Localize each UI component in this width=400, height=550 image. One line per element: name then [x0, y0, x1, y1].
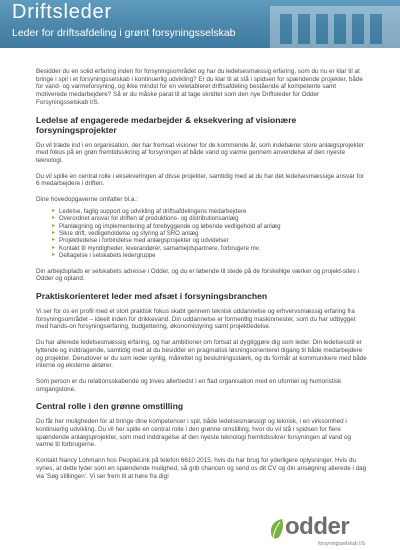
leaf-icon [268, 517, 286, 541]
list-item: ▸ Kontakt til myndigheder, leverandører, samarbejdspartnere, forbrugere mv. [52, 244, 261, 252]
list-item: ▸ Sikre drift, vedligeholdelse og styring af SRO anlæg [52, 229, 199, 237]
task-list [52, 208, 368, 260]
bullet-icon: ▸ [52, 215, 56, 222]
paragraph: Du vil spille en central rolle i eksekveringen af disse projekter, samtidig med at du har det ledelsesmæssige ansvar for 6 medarbejdere i driften. [36, 172, 364, 188]
list-item: ▸ Overordnet ansvar for driften af produktions- og distributionsanlæg [52, 215, 239, 223]
job-ad-body [36, 68, 368, 488]
paragraph: Du har allerede ledelsesmæssig erfaring, og har ambitioner om fortsat at dygtiggøre dig som leder. Din ledelsesstil er lyttende og inddragende, samtidig med at du besidder en pragmatisk løsningsorienteret tilgang til både medarbejdere og projekter. Derudover er du som leder synlig, målrettet og beslutningsstærk, og du formår at kommunikere med både interne og eksterne aktører. [36, 339, 367, 370]
logo-wordmark: odder [285, 513, 350, 540]
bullet-icon: ▸ [52, 237, 56, 244]
section-heading: Ledelse af engagerede medarbejder & eksekvering af visionære forsyningsprojekter [36, 114, 297, 135]
building-photo [250, 0, 400, 48]
contact-paragraph: Kontakt Nancy Lohmann hos PeopleLink på telefon 6610 2015, hvis du har brug for yderligere oplysninger. Hvis du synes, at dette lyder som en spændende mulighed, så grib chancen og send os dit CV og din ansøgning allerede i dag via 'Søg stillingen'. Vi ser frem til at høre fra dig! [36, 457, 367, 480]
list-item: ▸ Ledelse, faglig support og udvikling af driftsafdelingens medarbejdere [52, 207, 247, 215]
header-banner [0, 0, 400, 48]
section-heading: Praktiskorienteret leder med afsæt i forsyningsbranchen [36, 290, 268, 301]
section-heading: Central rolle i den grønne omstilling [36, 401, 184, 412]
list-item: ▸ Deltagelse i selskabets ledergruppe [52, 252, 156, 260]
paragraph: Vi ser for os en profil med et stort praktisk fokus skabt gennem teknisk uddannelse og erhvervsmæssig erfaring fra forsyningsområdet – ideelt inden for drikkevand. Din uddannelse er formentlig maskinmester, som du har udbygget med hands-on forsyningserfaring, budgettering, økonomistyring samt projektledelse. [36, 307, 356, 331]
intro-paragraph: Besidder du en solid erfaring inden for forsyningsområdet og har du ledelsesmæssig erfaring, som du nu er klar til at bringe i spil i et forsyningsselskab i kontinuerlig udvikling? Er du klar til at stå i spidsen for spændende projekter, både for vand- og varmeforsyning, og ikke mindst for en veletableret driftsafdeling bestående af kompetente samt motiverede medarbejdere? Så er du måske parat til at tage skridtet som den nye Driftsleder for Odder Forsyningsselskab I/S. [36, 68, 363, 106]
page-title: Driftsleder [12, 1, 112, 23]
paragraph: Dine hovedopgaverne omfatter bl.a.: [36, 196, 138, 204]
bullet-icon: ▸ [52, 222, 56, 229]
page-subtitle: Leder for driftsafdeling i grønt forsyningsselskab [12, 27, 236, 39]
paragraph: Din arbejdsplads er selskabets adresse i Odder, og du er løbende til stede på de forskellige værker og projekt-sites i Odder og opland. [36, 267, 360, 283]
logo-tagline: forsyningsselskab I/S [318, 541, 366, 547]
bullet-icon: ▸ [52, 252, 56, 259]
list-item: ▸ Projektledelse i forbindelse med anlægsprojekter og udvidelser [52, 237, 229, 245]
paragraph: Du får her muligheden for at bringe dine kompetencer i spil, både ledelsesmæssigt og teknisk, i en virksomhed i kontinuerlig udvikling. Du vil her spille en central rolle i den grønne omstilling, hvor du vil stå i spidsen for flere spændende anlægsprojekter, som med inddragelse af den nyeste teknologi fremtidssikrer forsyningen af vand og varme til forbrugerne. [36, 418, 352, 449]
odder-logo [268, 515, 398, 547]
bullet-icon: ▸ [52, 229, 56, 236]
list-item: ▸ Planlægning og implementering af forebyggende og løbende vedligehold af anlæg [52, 222, 281, 230]
bullet-icon: ▸ [52, 207, 56, 214]
bullet-icon: ▸ [52, 244, 56, 251]
paragraph: Du vil træde ind i en organisation, der har fremsat visioner for de kommende år, som indebærer store anlægsprojekter med fokus på en grøn fremtidssikring af forsyningen af både vand og varme gennem anvendelse af den nyeste teknologi. [36, 141, 364, 164]
paragraph: Som person er du relationsskabende og trives allerbedst i en flad organisation med en uformel og humoristisk omgangstone. [36, 377, 342, 393]
